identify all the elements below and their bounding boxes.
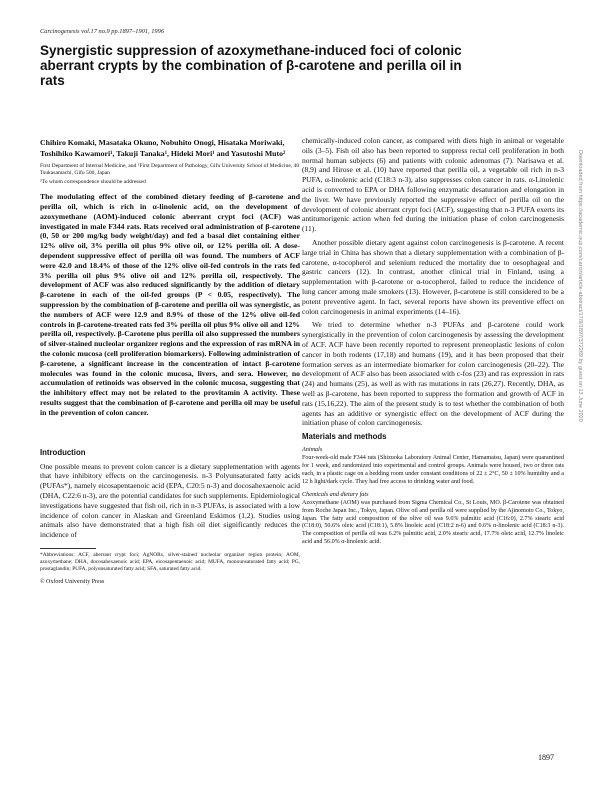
page-number: 1897 xyxy=(538,753,554,762)
body-paragraph-1: chemically-induced colon cancer, as compared with diets high in animal or vegetable oils (3–5). Fish oil also has been reported to suppress rectal cell proliferation in both normal human subjects (6) and patients with colonic adenomas (7). Narisawa et al. (8,9) and Hirose et al. (10) have reported that perilla oil, a vegetable oil rich in n-3 PUFA, α-linolenic acid (C18:3 n-3), also suppresses colon cancer in rats. α-Linolenic acid is converted to EPA or DHA following enzymatic desaturation and elongation in the liver. We have previously reported the suppressive effect of perilla oil on the development of colonic aberrant crypt foci (ACF), suggesting that n-3 PUFA exerts its antitumorigenic action when fed during the initiation phase of colon carcinogenesis (11). xyxy=(302,136,564,234)
chemicals-text: Azoxymethane (AOM) was purchased from Sigma Chemical Co., St Louis, MO. β-Carotene was obtained from Roche Japan Inc., Tokyo, Japan. Olive oil and perilla oil were supplied by the Ajinomoto Co., Tokyo, Japan. The fatty acid composition of the olive oil was 9.6% palmitic acid (C16:0), 2.7% stearic acid (C18:0), 50.6% oleic acid (C18:1), 5.8% linoleic acid (C18:2 n-6) and 0.6% α-linolenic acid (C18:3 n-3). The composition of perilla oil was 6.2% palmitic acid, 2.0% stearic acid, 17.7% oleic acid, 12.7% linoleic acid and 56.0% α-linolenic acid. xyxy=(302,499,564,546)
right-column xyxy=(302,136,564,547)
introduction-heading: Introduction xyxy=(40,447,86,457)
introduction-paragraph: One possible means to prevent colon cancer is a dietary supplementation with agents that have inhibitory effects on the carcinogenesis. n-3 Polyunsaturated fatty acids (PUFAs*), namely eicosapentaenoic acid (EPA, C20:5 n-3) and docosahexaenoic acid (DHA, C22:6 n-3), are the potential candidates for such supplements. Epidemiological investigations have suggested that fish oil, rich in n-3 PUFAs, is associated with a low incidence of colon cancer in Alaskan and Greenland Eskimos (1,2). Studies using animals also have demonstrated that a high fish oil diet significantly reduces the incidence of xyxy=(40,461,300,540)
article-title: Synergistic suppression of azoxymethane-induced foci of colonic aberrant crypts by the combination of β-carotene and perilla oil in rats xyxy=(40,43,462,88)
animals-subheading: Animals xyxy=(302,446,323,454)
publisher-line: © Oxford University Press xyxy=(40,578,105,585)
methods-heading: Materials and methods xyxy=(302,432,387,442)
animals-text: Four-week-old male F344 rats (Shizuoka Laboratory Animal Center, Hamamatsu, Japan) were quarantined for 1 week, and randomized into experimental and control groups. Animals were housed, two or three rats each, in a plastic cage on a bedding room under constant conditions of 22 ± 2°C, 50 ± 10% humidity and a 12 h light/dark cycle. They had free access to drinking water and food. xyxy=(302,455,564,485)
abstract: The modulating effect of the combined dietary feeding of β-carotene and perilla oil, which is rich in α-linolenic acid, on the development of azoxymethane (AOM)-induced colonic aberrant crypt foci (ACF) was investigated in male F344 rats. Rats received oral administration of β-carotene (0, 50 or 200 mg/kg body weight/day) and fed a basal diet containing either 12% olive oil, 3% perilla oil plus 9% olive oil, or 12% perilla oil. A dose-dependent suppressive effect of perilla oil was found. The numbers of ACF were 42.0 and 18.4% of those of the 12% olive oil-fed controls in the rats fed 3% perilla oil plus 9% olive oil and 12% perilla oil, respectively. The development of ACF was also reduced significantly by the addition of dietary β-carotene in each of the oil-fed groups (P < 0.05, respectively). The suppression by the combination of β-carotene and perilla oil was synergistic, as the numbers of ACF were 12.9 and 8.9% of those of the 12% olive oil-fed controls in β-carotene-treated rats fed 3% perilla oil plus 9% olive oil and 12% perilla oil, respectively. β-Carotene plus perilla oil also suppressed the numbers of silver-stained nucleolar organizer regions and the expression of ras mRNA in the colonic mucosa (cell proliferation biomarkers). Following administration of β-carotene, a significant increase in the concentration of intact β-carotene molecules was found in the colonic mucosa, livers, and sera. However, no accumulation of retinoids was observed in the colonic mucosa, suggesting that the inhibitory effect may not be related to the provitamin A activity. These results suggest that the combination of β-carotene and perilla oil may be useful in the prevention of colon cancer. xyxy=(40,192,300,417)
correspondence-note: ²To whom correspondence should be addressed xyxy=(40,179,146,186)
affiliation: First Department of Internal Medicine, and ¹First Department of Pathology, Gifu University School of Medicine, 40 Tsukasamachi, Gifu 500, Japan xyxy=(40,163,300,177)
chemicals-subheading: Chemicals and dietary fats xyxy=(302,490,369,498)
running-head: Carcinogenesis vol.17 no.9 pp.1897–1901, 1996 xyxy=(40,28,165,35)
footnote-rule xyxy=(40,548,96,549)
author-list: Chihiro Komaki, Masataka Okuno, Nobuhito Onogi, Hisataka Moriwaki, Toshihiko Kawamori¹, Takuji Tanaka¹, Hideki Mori¹ and Yasutoshi Muto² xyxy=(40,138,286,158)
abbreviations-footnote: *Abbreviations: ACF, aberrant crypt foci; AgNORs, silver-stained nucleolar organizer region protein; AOM, azoxymethane; DHA, docosahexaenoic acid; EPA, eicosapentaenoic acid; MUFA, monounsaturated fatty acid; PG, prostaglandin; PUFA, polyunsaturated fatty acid; SFA, saturated fatty acid. xyxy=(40,551,300,572)
body-paragraph-2: Another possible dietary agent against colon carcinogenesis is β-carotene. A recent large trial in China has shown that a dietary supplementation with a combination of β-carotene, α-tocopherol and selenium reduced the mortality due to oesophageal and gastric cancers (12). In contrast, another clinical trial in Finland, using a supplementation with β-carotene or α-tocopherol, failed to reduce the incidence of lung cancer among male smokers (13). However, β-carotene is still considered to be a potent preventive agent. In fact, several reports have shown its preventive effect on colon carcinogenesis in animal experiments (14–16). xyxy=(302,237,564,316)
left-column xyxy=(40,138,300,585)
download-watermark: Downloaded from https://academic.oup.com/carcin/article-abstract/17/9/1897/372269 by guest on 13 June 2020 xyxy=(577,150,583,422)
body-paragraph-3: We tried to determine whether n-3 PUFAs and β-carotene could work synergistically in the prevention of colon carcinogenesis by assessing the development of ACF. ACF have been recently reported to represent preneoplastic lesions of colon cancer in both rodents (17,18) and humans (19), and it has been proposed that their formation serves as an intermediate biomarker for colon carcinogenesis (20–22). The development of ACF also has been associated with c-fos (23) and ras expression in rats (24) and humans (25), as well as with ras mutations in rats (26,27). Recently, DHA, as well as β-carotene, has been reported to suppress the formation and growth of ACF in rats (15,16,22). The aim of the present study is to test whether the combination of both agents has an additive or synergistic effect on the development of ACF during the initiation phase of colon carcinogenesis. xyxy=(302,320,564,428)
